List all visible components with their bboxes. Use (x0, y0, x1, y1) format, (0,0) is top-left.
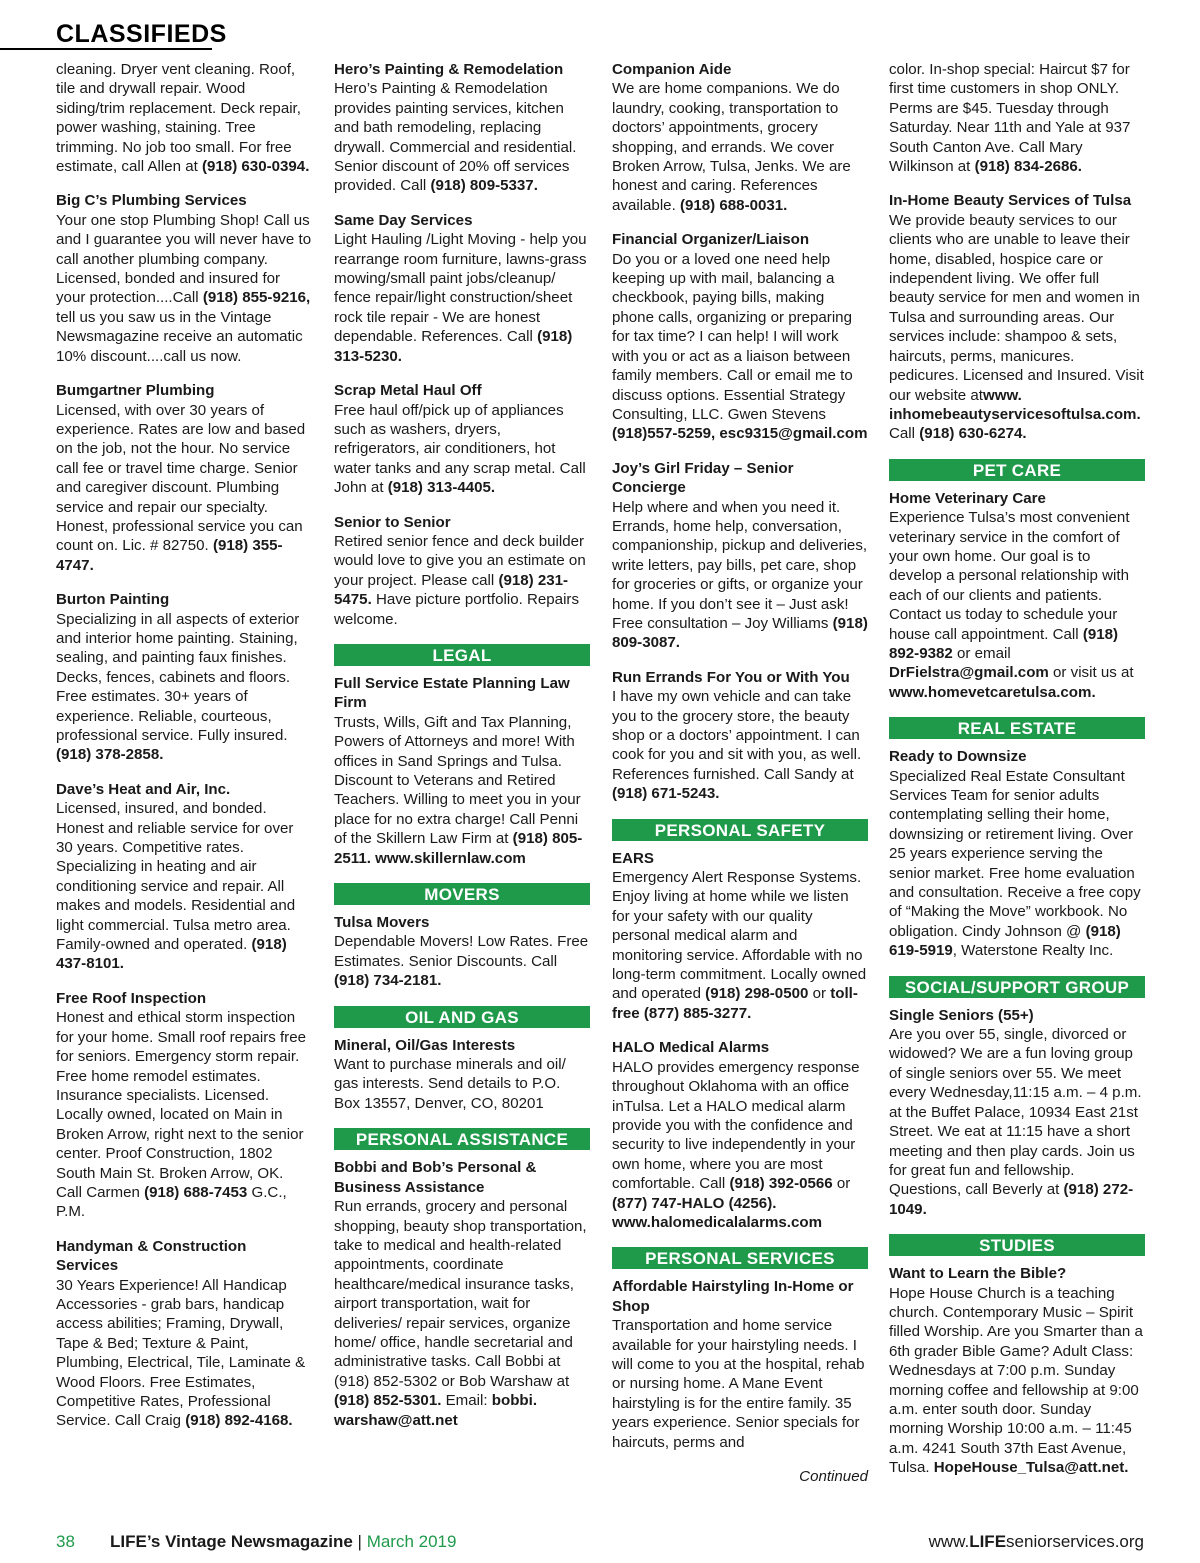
ad-title: Joy’s Girl Friday – Senior Concierge (612, 459, 794, 497)
classified-ad (889, 191, 1145, 443)
ad-text: , Waterstone Realty Inc. (952, 942, 1114, 960)
classified-ad (56, 1237, 312, 1431)
ad-title: Mineral, Oil/Gas Interests (334, 1036, 516, 1054)
ad-contact: (918) 834-2686. (974, 158, 1082, 176)
section-header-personal-services: PERSONAL SERVICES (612, 1247, 868, 1269)
ad-title: Tulsa Movers (334, 914, 430, 932)
ad-contact: DrFielstra@gmail.com (889, 664, 1049, 682)
ad-contact: (918) 630-6274. (919, 425, 1027, 443)
ad-text: Retired senior fence and deck builder would love to give you an estimate on your project. Please call (334, 532, 586, 589)
header-rule (0, 48, 212, 50)
ad-title: Same Day Services (334, 211, 473, 229)
ad-body (56, 1008, 312, 1221)
ad-text: 30 Years Experience! All Handicap Accessories - grab bars, handicap access abilities; Framing, Drywall, Tape & Bed; Texture & Paint, Plumbing, Electrical, Tile, Laminate & Wood Floors. Free Estimates, Competitive Rates, Professional Service. Call Craig (56, 1276, 306, 1430)
ad-text: Specializing in all aspects of exterior and interior home painting. Staining, sealing, and painting faux finishes. Decks, fences, cabinets and floors. Free estimates. 30+ years of experience. Reliable, courteous, professional service. Fully insured. (56, 610, 300, 744)
column-2 (334, 60, 590, 1445)
ad-body (56, 799, 312, 974)
ad-contact: (918) 272-1049. (889, 1181, 1134, 1218)
ad-title: In-Home Beauty Services of Tulsa (889, 192, 1132, 210)
ad-text: Dependable Movers! Low Rates. Free Estimates. Senior Discounts. Call (334, 933, 589, 970)
ad-body (56, 211, 312, 366)
section-header-real-estate: REAL ESTATE (889, 717, 1145, 739)
ad-text: Honest and ethical storm inspection for your home. Small roof repairs free for seniors. Emergency storm repair. Free home remodel estimates. Insurance specialists. Licensed. Locally owned, located on Main in Broken Arrow, right next to the senior center. Proof Construction, 1802 South Main St. Broken Arrow, OK. Call Carmen (56, 1009, 306, 1201)
ad-body (56, 1276, 312, 1431)
ad-title: Run Errands For You or With You (612, 668, 850, 686)
ad-title: Single Seniors (55+) (889, 1006, 1034, 1024)
ad-body (334, 532, 590, 629)
ad-text: I have my own vehicle and can take you to the grocery store, the beauty shop or a doctors’ appointment. I can cook for you and sit with you, as well. References furnished. Call Sandy at (612, 688, 862, 783)
ad-contact: (918) 630-0394. (201, 158, 310, 176)
ad-text: HALO provides emergency response throughout Oklahoma with an office inTulsa. Let a HALO medical alarm provide you with the confidence and security to live independently in your own home, where you are most comfortable. Call (612, 1058, 860, 1193)
column-4 (889, 60, 1145, 1493)
classified-ad (56, 989, 312, 1222)
ad-body (889, 508, 1145, 702)
site-prefix: www. (928, 1532, 970, 1551)
ad-body (889, 60, 1145, 176)
ad-text: Your one stop Plumbing Shop! Call us and I guarantee you will never have to call another plumbing company. Licensed, bonded and insured for your protection....Call (56, 211, 312, 307)
classified-ad (889, 747, 1145, 960)
ad-contact: (918) 298-0500 (705, 985, 809, 1003)
ad-contact: (918) 355-4747. (56, 537, 283, 574)
ad-title: Bobbi and Bob’s Personal & Business Assistance (334, 1159, 537, 1196)
ad-contact: www. inhomebeautyservicesoftulsa.com. (889, 386, 1141, 423)
section-header-oil-and-gas: OIL AND GAS (334, 1006, 590, 1028)
ad-contact: (918) 852-5301. (334, 1392, 442, 1410)
classified-ad (334, 513, 590, 629)
classified-ad (889, 489, 1145, 702)
ad-title: Big C’s Plumbing Services (56, 192, 247, 210)
classified-ad (612, 1038, 868, 1232)
ad-title: Scrap Metal Haul Off (334, 382, 482, 400)
ad-text: or email (952, 644, 1011, 662)
classified-ad (889, 60, 1145, 176)
ad-title: Dave’s Heat and Air, Inc. (56, 780, 231, 798)
section-header-studies: STUDIES (889, 1234, 1145, 1256)
ad-body (56, 610, 312, 765)
publication-name (110, 1532, 456, 1552)
ad-body (612, 1316, 868, 1452)
ad-title: HALO Medical Alarms (612, 1039, 770, 1057)
ad-title: Home Veterinary Care (889, 489, 1046, 507)
classified-ad (612, 459, 868, 653)
ad-body (889, 1284, 1145, 1478)
ad-title: Hero’s Painting & Remodelation (334, 61, 564, 78)
ad-contact: (918) 809-3087. (612, 614, 868, 652)
ad-title: Senior to Senior (334, 513, 451, 531)
section-header-pet-care: PET CARE (889, 459, 1145, 481)
ad-title: Full Service Estate Planning Law Firm (334, 674, 570, 712)
ad-text: Run errands, grocery and personal shopping, beauty shop transportation, take to medical and health-related appointments, coordinate healthcare/medical insurance tasks, airport transportation, wait for deliveries/ repair services, organize home/ office, handle secretarial and administrative tasks. Call Bobbi at (918) 852-5302 or Bob Warshaw at (334, 1198, 587, 1390)
column-1 (56, 60, 312, 1446)
ad-text: or visit us at (1048, 664, 1134, 682)
ad-text: cleaning. Dryer vent cleaning. Roof, tile and drywall repair. Wood siding/trim replacement. Deck repair, power washing, staining. Tree trimming. No job too small. For free estimate, call Allen at (56, 61, 301, 176)
ad-text: We provide beauty services to our clients who are unable to leave their home, disabled, hospice care or independent living. We offer full beauty service for men and women in Tulsa and surrounding areas. Our services include: shampoo & sets, haircuts, perms, manicures. pedicures. Licensed and Insured. Visit our website at (889, 211, 1144, 404)
ad-body (889, 1025, 1145, 1219)
ad-body (612, 868, 868, 1023)
ad-body (334, 401, 590, 498)
ad-text: Do you or a loved one need help keeping up with mail, balancing a checkbook, paying bills, making phone calls, organizing or preparing for tax time? I can help! I will work with you or act as a liaison between family members. Call or email me to discuss options. Essential Strategy Consulting, LLC. Gwen Stevens (612, 250, 853, 423)
ad-body (334, 932, 590, 990)
ad-contact: (918) 734-2181. (334, 972, 442, 990)
classified-ad (334, 211, 590, 366)
classified-ad (889, 1006, 1145, 1219)
ad-contact: (918)557-5259, esc9315@gmail.com (612, 425, 868, 443)
ad-body (612, 79, 868, 215)
ad-contact: (877) 747-HALO (4256). www.halomedicalalarms.com (612, 1194, 822, 1231)
ad-body (889, 211, 1145, 444)
ad-contact: bobbi. warshaw@att.net (334, 1392, 538, 1429)
classified-ad (56, 191, 312, 366)
ad-contact: (918) 313-4405. (387, 479, 496, 497)
section-header-movers: MOVERS (334, 883, 590, 905)
ad-text: or (832, 1175, 851, 1193)
ad-text: Light Hauling /Light Moving - help you rearrange room furniture, lawns-grass mowing/small paint jobs/cleanup/ fence repair/light construction/sheet rock tile repair - We are honest dependable. References. Call (334, 231, 587, 346)
ad-text: Emergency Alert Response Systems. Enjoy living at home while we listen for your safety with our quality personal medical alarm and monitoring service. Affordable with no long-term commitment. Locally owned and operated (612, 869, 867, 1003)
classified-ad (334, 1158, 590, 1430)
ad-body (334, 1197, 590, 1430)
ad-text: Want to purchase minerals and oil/ gas interests. Send details to P.O. Box 13557, Denver, CO, 80201 (334, 1056, 566, 1112)
publication-title: LIFE’s Vintage Newsmagazine (110, 1532, 353, 1551)
ad-text: Have picture portfolio. Repairs welcome. (334, 591, 579, 628)
ad-contact: (918) 805-2511. www.skillernlaw.com (334, 830, 583, 867)
ad-body (612, 250, 868, 444)
classified-ad (334, 674, 590, 868)
classified-ad (612, 1277, 868, 1452)
ad-contact: (918) 231-5475. (334, 571, 569, 609)
classified-ad (334, 1036, 590, 1114)
ad-body (889, 767, 1145, 961)
ad-contact: (918) 855-9216, (202, 289, 311, 307)
ad-text: G.C., P.M. (56, 1183, 287, 1221)
ad-body (56, 401, 312, 576)
classified-ad (56, 780, 312, 974)
ad-text: Transportation and home service available for your hairstyling needs. I will come to you at the hospital, rehab or nursing home. A Mane Event hairstyling is for the entire family. 35 years experience. Senior specials for haircuts, perms and (612, 1317, 865, 1451)
ad-text: Free haul off/pick up of appliances such as washers, dryers, refrigerators, air conditioners, hot water tanks and any scrap metal. Call John at (334, 401, 586, 497)
ad-contact: (918) 392-0566 (729, 1175, 833, 1193)
ad-text: Call (889, 425, 920, 443)
ad-text: or (808, 985, 831, 1003)
ad-text: color. In-shop special: Haircut $7 for first time customers in shop ONLY. Perms are $45. Tuesday through Saturday. Near 11th and Yale at 937 South Canton Ave. Call Mary Wilkinson at (889, 61, 1131, 176)
ad-contact: www.homevetcaretulsa.com. (889, 683, 1096, 701)
ad-title: Free Roof Inspection (56, 989, 207, 1007)
ad-title: Burton Painting (56, 591, 170, 609)
site-suffix: seniorservices.org (1006, 1532, 1144, 1551)
classified-ad (612, 849, 868, 1024)
ad-contact: (918) 809-5337. (430, 177, 538, 195)
ad-title: Handyman & Construction Services (56, 1237, 247, 1275)
ad-body (334, 713, 590, 868)
ad-body (334, 79, 590, 195)
ad-text: Hero’s Painting & Remodelation provides painting services, kitchen and bath remodeling, replacing drywall. Commercial and residential. Senior discount of 20% off services provided. Call (334, 80, 577, 195)
ad-title: Financial Organizer/Liaison (612, 231, 810, 249)
page-footer (56, 1532, 1144, 1556)
ad-contact: toll-free (877) 885-3277. (612, 985, 858, 1022)
section-header-personal-assistance: PERSONAL ASSISTANCE (334, 1128, 590, 1150)
ad-contact: HopeHouse_Tulsa@att.net. (933, 1459, 1129, 1477)
ad-body (334, 230, 590, 366)
classified-ad (334, 913, 590, 991)
ad-contact: (918) 892-4168. (185, 1412, 293, 1430)
classified-ad (612, 60, 868, 215)
issue-date: March 2019 (366, 1532, 457, 1551)
section-header-social-support-group: SOCIAL/SUPPORT GROUP (889, 976, 1145, 998)
section-header-legal: LEGAL (334, 644, 590, 666)
ad-contact: (918) 437-8101. (56, 936, 287, 973)
ad-contact: (918) 671-5243. (612, 785, 720, 803)
ad-title: Companion Aide (612, 61, 732, 78)
classified-ad (612, 668, 868, 804)
ad-contact: (918) 313-5230. (334, 328, 573, 365)
ad-contact: (918) 688-7453 (144, 1183, 248, 1201)
classified-ad (889, 1264, 1145, 1477)
ad-text: tell us you saw us in the Vintage Newsmagazine receive an automatic 10% discount....call us now. (56, 308, 303, 365)
ad-contact: (918) 688-0031. (679, 196, 788, 214)
ad-title: Bumgartner Plumbing (56, 382, 215, 400)
ad-text: Email: (441, 1392, 492, 1410)
ad-text: Specialized Real Estate Consultant Services Team for senior adults contemplating selling their home, downsizing or retirement living. Over 25 years experience serving the senior market. Free home evaluation and consultation. Receive a free copy of “Making the Move” workbook. No obligation. Cindy Johnson @ (889, 767, 1141, 940)
ad-title: Want to Learn the Bible? (889, 1265, 1067, 1283)
page-title: CLASSIFIEDS (56, 20, 227, 48)
ad-text: Hope House Church is a teaching church. Contemporary Music – Spirit filled Worship. Are you Smarter than a 6th grader Bible Game? Adult Class: Wednesdays at 7:00 p.m. Sunday morning coffee and fellowship at 9:00 a.m. enter south door. Sunday morning Worship 10:00 a.m. – 11:45 a.m. 4241 South 37th East Avenue, Tulsa. (889, 1284, 1143, 1477)
footer-separator: | (352, 1532, 367, 1551)
classified-ad (334, 381, 590, 497)
ad-text: We are home companions. We do laundry, cooking, transportation to doctors’ appointments, grocery shopping, and errands. We cover Broken Arrow, Tulsa, Jenks. We are honest and caring. References available. (612, 80, 851, 214)
ad-body (56, 60, 312, 176)
ad-body (612, 1058, 868, 1233)
classified-ad (612, 230, 868, 443)
page-number: 38 (56, 1532, 75, 1551)
classified-ad (56, 60, 312, 176)
ad-contact: (918) 892-9382 (889, 625, 1119, 662)
ad-body (334, 1055, 590, 1113)
ad-text: Trusts, Wills, Gift and Tax Planning, Powers of Attorneys and more! With offices in Sand Springs and Tulsa. Discount to Veterans and Retired Teachers. Willing to meet you in your place for no extra charge! Call Penni of the Skillern Law Firm at (334, 713, 581, 848)
ad-title: Affordable Hairstyling In-Home or Shop (612, 1278, 854, 1315)
section-header-personal-safety: PERSONAL SAFETY (612, 819, 868, 841)
classified-ad (56, 381, 312, 575)
classified-ad (56, 590, 312, 765)
ad-text: Licensed, with over 30 years of experience. Rates are low and based on the job, not the hour. No service call fee or travel time charge. Senior and caregiver discount. Plumbing service and repair our specialty. Honest, professional service you can count on. Lic. # 82750. (56, 401, 306, 555)
ad-title: EARS (612, 849, 654, 867)
ad-text: Licensed, insured, and bonded. Honest and reliable service for over 30 years. Competitive rates. Specializing in heating and air conditioning service and repair. All makes and models. Residential and light commercial. Tulsa metro area. Family-owned and operated. (56, 800, 296, 954)
column-3 (612, 60, 868, 1486)
ad-body (612, 687, 868, 803)
ad-text: Experience Tulsa’s most convenient veterinary service in the comfort of your own home. Our goal is to develop a personal relationship with each of our clients and patients. Contact us today to schedule your house call appointment. Call (889, 509, 1130, 643)
ad-title: Ready to Downsize (889, 748, 1027, 766)
ad-text: Help where and when you need it. Errands, home help, conversation, companionship, pickup and deliveries, write letters, pay bills, pet care, shop for groceries or gifts, or organize your home. If you don’t see it – Just ask! Free consultation – Joy Williams (612, 498, 868, 632)
site-brand: LIFE (969, 1532, 1007, 1551)
website-link[interactable] (929, 1532, 1144, 1552)
ad-body (612, 498, 868, 653)
ad-contact: (918) 619-5919 (889, 922, 1121, 960)
continued-note: Continued (799, 1468, 868, 1485)
classified-ad (334, 60, 590, 196)
ad-contact: (918) 378-2858. (56, 746, 164, 764)
ad-text: Are you over 55, single, divorced or widowed? We are a fun loving group of single seniors over 55. We meet every Wednesday,11:15 a.m. – 4 p.m. at the Buffet Palace, 10934 East 21st Street. We eat at 11:15 have a short meeting and then play cards. Join us for great fun and fellowship. Questions, call Beverly at (889, 1026, 1142, 1199)
